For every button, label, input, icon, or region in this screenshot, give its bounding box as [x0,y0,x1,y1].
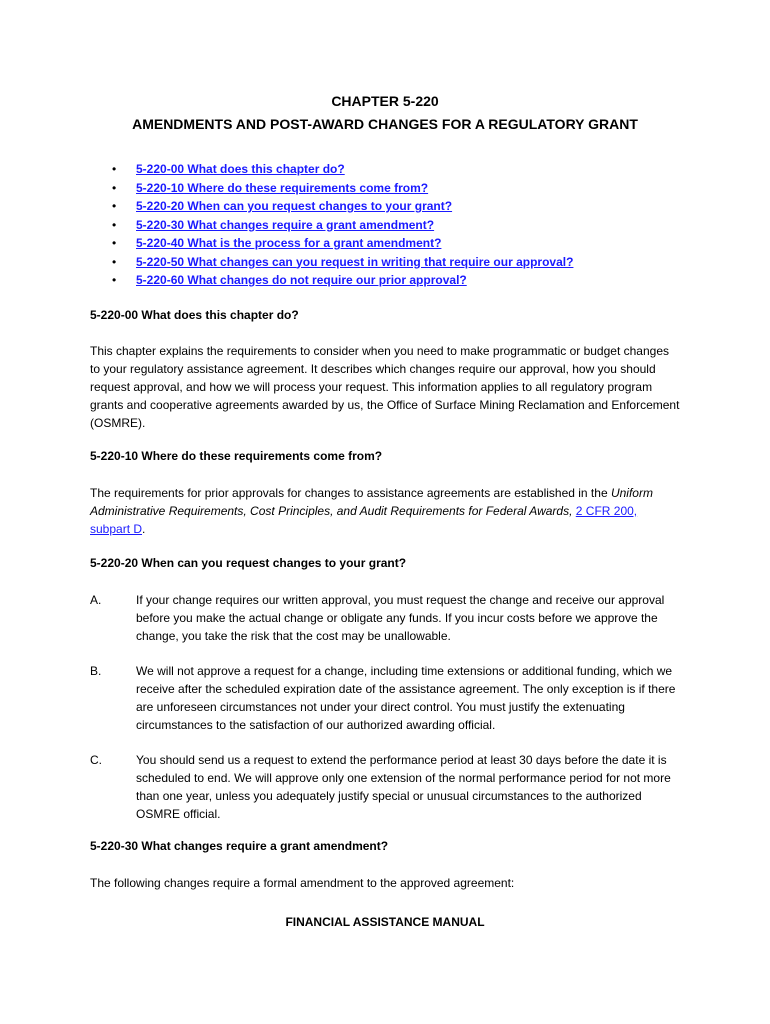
section-body-5-220-00: This chapter explains the requirements to consider when you need to make programmatic or budget changes to your regulatory assistance agreement. It describes which changes require our approval, how you should request approval, and how we will process your request. This information applies to all regulatory program grants and cooperative agreements awarded by us, the Office of Surface Mining Reclamation and Enforcement (OSMRE). [90,344,680,430]
bullet-icon: • [112,273,117,287]
section-heading-5-220-30: 5-220-30 What changes require a grant amendment? [90,839,389,853]
section-body-5-220-30: The following changes require a formal amendment to the approved agreement: [90,876,515,890]
toc-item [112,160,573,179]
toc-link-5-220-00[interactable]: 5-220-00 What does this chapter do? [136,162,345,176]
bullet-icon: • [112,199,117,213]
item-text: If your change requires our written approval, you must request the change and receive our approval before you make the actual change or obligate any funds. If you incur costs before we approve the change, you take the risk that the cost may be unallowable. [136,593,665,643]
item-letter: A. [90,593,102,607]
cfr-link[interactable]: 2 CFR 200, subpart D [90,504,638,536]
toc-link-5-220-10[interactable]: 5-220-10 Where do these requirements come from? [136,180,429,195]
list-item [90,751,690,823]
toc-item [112,253,573,272]
bullet-icon: • [112,180,117,195]
chapter-number: CHAPTER 5-220 [331,93,439,109]
toc-link-5-220-30[interactable]: 5-220-30 What changes require a grant amendment? [136,217,435,232]
toc-link-5-220-40[interactable]: 5-220-40 What is the process for a grant amendment? [136,236,442,250]
toc-item [112,216,573,235]
toc-link-5-220-60[interactable]: 5-220-60 What changes do not require our prior approval? [136,273,467,287]
toc-item [112,271,573,290]
item-letter: B. [90,664,102,678]
chapter-title: AMENDMENTS AND POST-AWARD CHANGES FOR A REGULATORY GRANT [132,116,638,132]
list-item [90,662,690,734]
list-item [90,591,690,645]
item-letter: C. [90,753,102,767]
section-heading-5-220-10: 5-220-10 Where do these requirements come from? [90,449,383,463]
section-body-5-220-10 [90,484,680,538]
bullet-icon: • [112,236,117,250]
section-heading-5-220-00: 5-220-00 What does this chapter do? [90,308,299,322]
item-text: We will not approve a request for a change, including time extensions or additional funding, which we receive after the scheduled expiration date of the assistance agreement. The only exception is if there are unforeseen circumstances not under your direct control. You must justify the extenuating circumstances to the satisfaction of our authorized awarding official. [136,664,676,732]
body-text: The requirements for prior approvals for changes to assistance agreements are established in the [90,486,611,500]
toc-item [112,179,573,198]
page-footer: FINANCIAL ASSISTANCE MANUAL [285,915,485,929]
section-heading-5-220-20: 5-220-20 When can you request changes to your grant? [90,556,407,570]
bullet-icon: • [112,217,117,232]
toc-link-5-220-50[interactable]: 5-220-50 What changes can you request in writing that require our approval? [136,254,574,269]
bullet-icon: • [112,254,117,269]
toc-link-5-220-20[interactable]: 5-220-20 When can you request changes to your grant? [136,199,453,213]
toc-item [112,234,573,253]
item-text: You should send us a request to extend the performance period at least 30 days before the date it is scheduled to end. We will approve only one extension of the normal performance period for not more than one year, unless you adequately justify special or unusual circumstances to the authorized OSMRE official. [136,753,671,821]
regulation-title: Uniform Administrative Requirements, Cost Principles, and Audit Requirements for Federal Awards, [90,486,653,518]
table-of-contents [112,160,573,290]
body-text-end: . [142,522,146,536]
toc-item [112,197,573,216]
bullet-icon: • [112,162,117,176]
